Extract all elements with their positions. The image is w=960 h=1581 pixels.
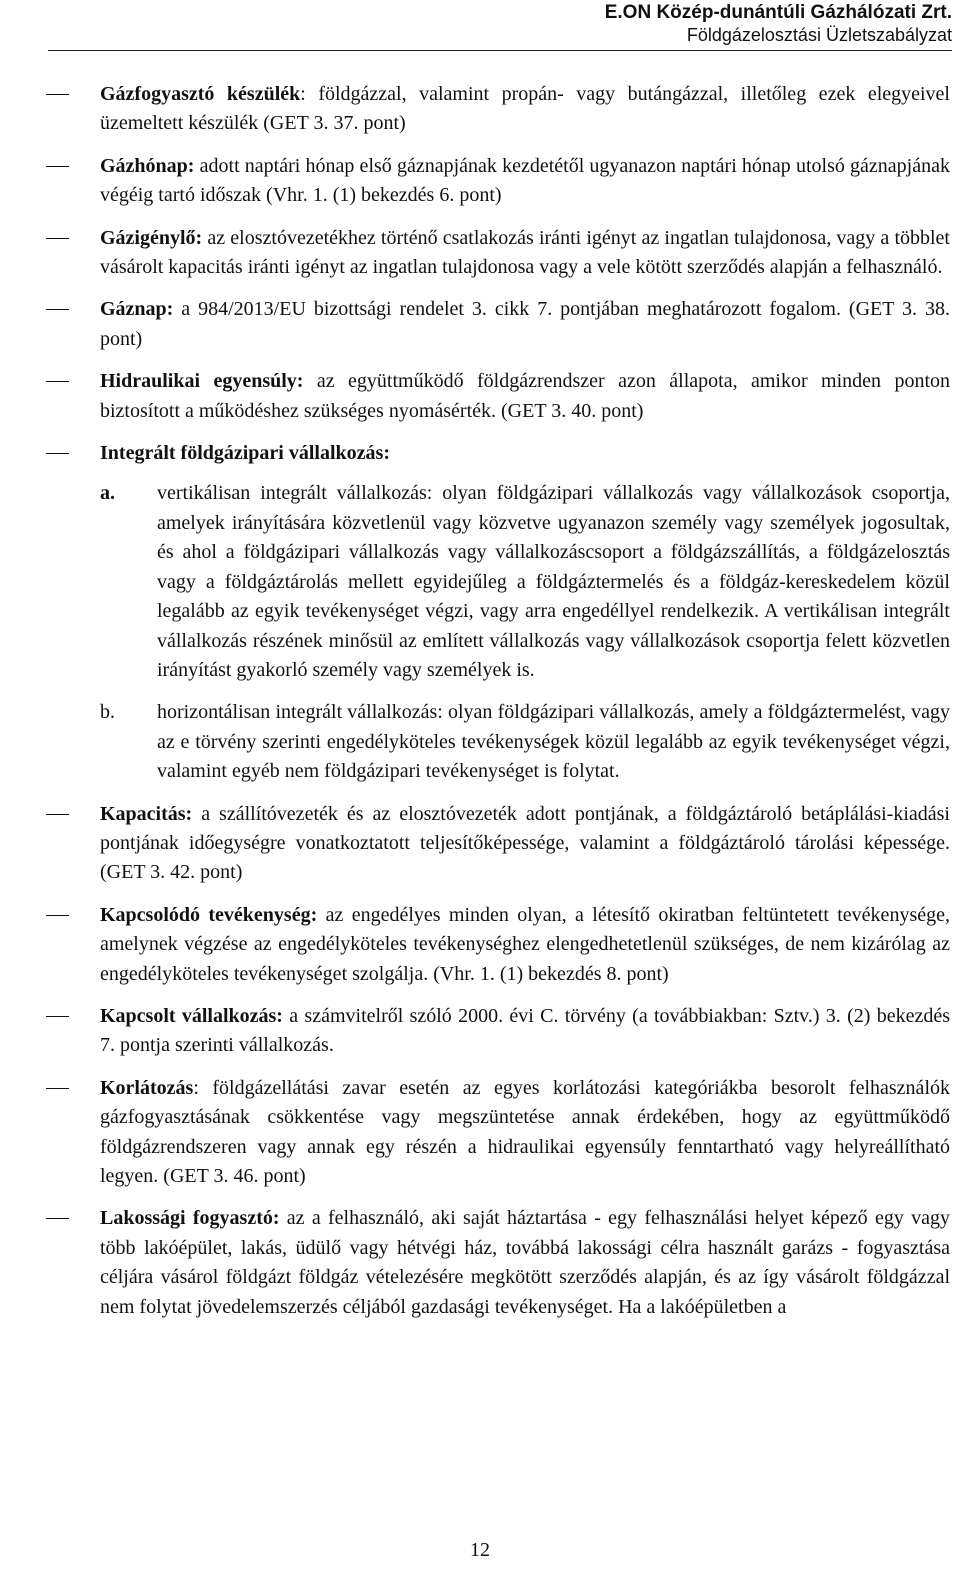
company-name: E.ON Közép-dunántúli Gázhálózati Zrt. [604, 2, 952, 23]
definition-item [100, 152, 950, 211]
page-number: 12 [470, 1539, 490, 1561]
definition-term: Gázfogyasztó készülék [100, 83, 301, 105]
definition-item [100, 1074, 950, 1192]
term-separator: : [300, 83, 306, 105]
definition-text: az a felhasználó, aki saját háztartása - egy felhasználási helyet képező egy vagy több lakóépület, lakás, üdülő vagy hétvégi ház, továbbá lakossági célra használt garázs - fogyasztása céljára vásárol földgázt földgáz vételezésére megkötött szerződés alapján, és az így vásárolt földgázzal nem folytat jövedelemszerzés céljából gazdasági tevékenységet. Ha a lakóépületben a [100, 1207, 950, 1318]
dash-bullet [46, 453, 69, 454]
definition-text: az elosztóvezetékhez történő csatlakozás iránti igényt az ingatlan tulajdonosa, vagy a többlet vásárolt kapacitás iránti igényt az ingatlan tulajdonosa vagy a vele kötött szerződés alapján a felhasználó. [100, 226, 950, 279]
definition-item [100, 367, 950, 426]
sub-item-text: horizontálisan integrált vállalkozás: olyan földgázipari vállalkozás, amely a földgáztermelést, vagy az e törvény szerinti engedélyköteles tevékenységek közül legalább az egyik tevékenységet végzi, valamint egyéb nem földgázipari tevékenységet is folytat. [157, 701, 950, 783]
definition-item [100, 224, 950, 283]
dash-bullet [46, 814, 69, 815]
dash-bullet [46, 309, 69, 310]
dash-bullet [46, 1088, 69, 1089]
definition-item [100, 439, 950, 468]
dash-bullet [46, 1016, 69, 1017]
sub-item-a [100, 479, 950, 685]
sub-item-marker: b. [100, 701, 115, 724]
definition-item [100, 1002, 950, 1061]
dash-bullet [46, 238, 69, 239]
dash-bullet [46, 166, 69, 167]
definition-item [100, 80, 950, 139]
definition-text: a szállítóvezeték és az elosztóvezeték adott pontjának, a földgáztároló betáplálási-kiadási pontjának időegységre vonatkoztatott teljesítőképessége, valamint a földgáztároló tárolási képessége. (GET 3. 42. pont) [100, 802, 950, 884]
dash-bullet [46, 915, 69, 916]
definition-text: az engedélyes minden olyan, a létesítő okiratban feltüntetett tevékenysége, amelynek végzése az engedélyköteles tevékenységhez elengedhetetlenül szükséges, de nem kizárólag az engedélyköteles tevékenységet szolgálja. (Vhr. 1. (1) bekezdés 8. pont) [100, 903, 950, 985]
dash-bullet [46, 94, 69, 95]
definition-text: a 984/2013/EU bizottsági rendelet 3. cikk 7. pontjában meghatározott fogalom. (GET 3. 38. pont) [100, 298, 950, 350]
definition-term: Kapacitás: [100, 802, 193, 825]
definition-term: Integrált földgázipari vállalkozás: [100, 442, 390, 465]
definition-term: Kapcsolódó tevékenység: [100, 903, 318, 926]
definition-item [100, 800, 950, 888]
definition-text: adott naptári hónap első gáznapjának kezdetétől ugyanazon naptári hónap utolsó gáznapjának végéig tartó időszak (Vhr. 1. (1) bekezdés 6. pont) [100, 154, 950, 207]
definition-term: Gáznap: [100, 298, 174, 321]
dash-bullet [46, 381, 69, 382]
document-title: Földgázelosztási Üzletszabályzat [686, 25, 952, 45]
definition-item [100, 1204, 950, 1322]
definition-term: Kapcsolt vállalkozás: [100, 1004, 283, 1027]
sub-item-b [100, 698, 950, 786]
definition-item [100, 295, 950, 354]
definition-item [100, 901, 950, 989]
definition-text: földgázzal, valamint propán- vagy butángázzal, illetőleg ezek elegyeivel üzemeltett készülék (GET 3. 37. pont) [100, 83, 950, 135]
definition-term: Lakossági fogyasztó: [100, 1207, 280, 1230]
definition-term: Korlátozás [100, 1076, 194, 1099]
dash-bullet [46, 1218, 69, 1219]
definition-term: Gázhónap: [100, 154, 195, 177]
definition-text: : földgázellátási zavar esetén az egyes korlátozási kategóriákba besorolt felhasználók gázfogyasztásának csökkentése vagy megszüntetése annak érdekében, hogy az együttműködő földgázrendszeren vagy annak egy részén a hidraulikai egyensúly fenntartható vagy helyreállítható legyen. (GET 3. 46. pont) [100, 1076, 950, 1187]
definition-text: az együttműködő földgázrendszer azon állapota, amikor minden ponton biztosított a működéshez szükséges nyomásérték. (GET 3. 40. pont) [100, 370, 951, 422]
definition-term: Gázigénylő: [100, 226, 203, 249]
definition-term: Hidraulikai egyensúly: [100, 370, 304, 393]
sub-item-marker: a. [100, 482, 115, 505]
document-body [100, 80, 950, 1335]
sub-item-text: vertikálisan integrált vállalkozás: olyan földgázipari vállalkozás vagy vállalkozások csoportja, amelyek irányítására közvetlenül vagy közvetve ugyanazon személy vagy személyek jogosultak, és ahol a földgázipari vállalkozás vagy vállalkozáscsoport a földgázszállítás, a földgázelosztás vagy a földgáztárolás mellett egyidejűleg a földgáztermelés és a földgáz-kereskedelem közül legalább az egyik tevékenységet végzi, vagy arra engedéllyel rendelkezik. A vertikálisan integrált vállalkozás részének minősül az említett vállalkozás vagy vállalkozások csoportja felett közvetlen irányítást gyakorló személy vagy személyek is. [157, 482, 950, 681]
page-header [48, 0, 952, 51]
definition-text: a számvitelről szóló 2000. évi C. törvény (a továbbiakban: Sztv.) 3. (2) bekezdés 7. pontja szerinti vállalkozás. [100, 1004, 950, 1057]
